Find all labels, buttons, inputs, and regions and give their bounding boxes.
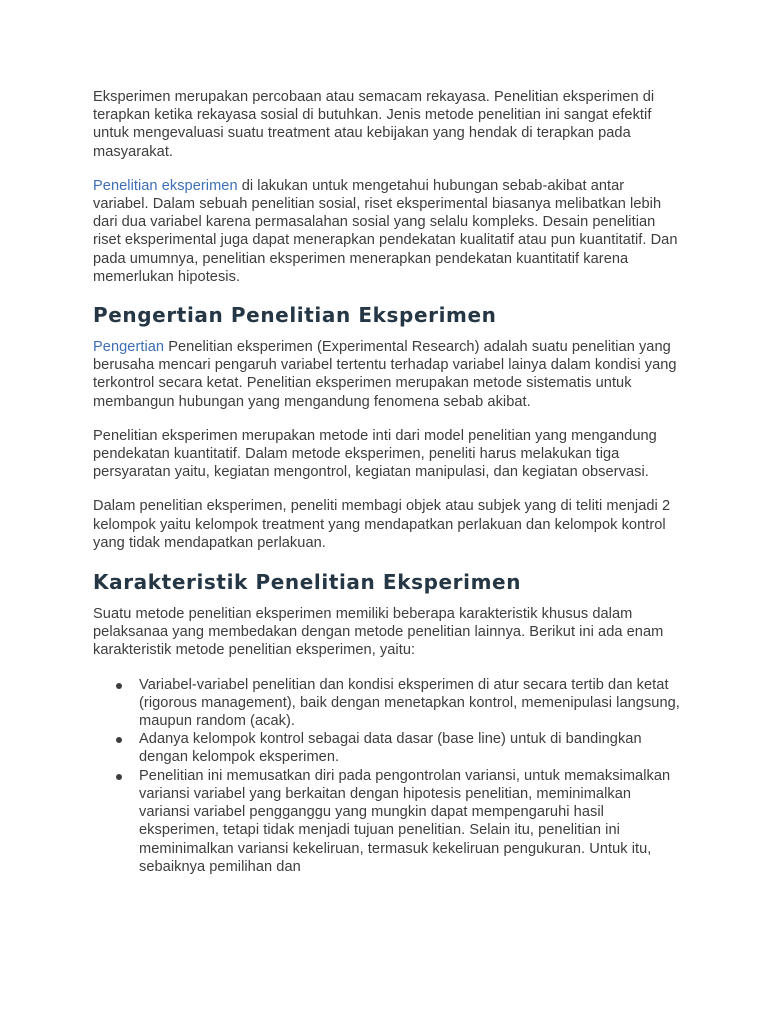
penelitian-eksperimen-link[interactable]: Penelitian eksperimen — [93, 177, 238, 194]
pengertian-paragraph-1-text: Penelitian eksperimen (Experimental Research) adalah suatu penelitian yang berusaha mencari pengaruh variabel tertentu terhadap variabel lainya dalam kondisi yang terkontrol secara ketat. Penelitian eksperimen merupakan metode sistematis untuk membangun hubungan yang mengandung fenomena sebab akibat. — [93, 339, 677, 410]
pengertian-paragraph-1 — [93, 338, 683, 411]
pengertian-link[interactable]: Pengertian — [93, 339, 165, 356]
section-heading-karakteristik: Karakteristik Penelitian Eksperimen — [93, 570, 522, 595]
section-heading-pengertian: Pengertian Penelitian Eksperimen — [93, 303, 497, 328]
document-page — [93, 88, 683, 876]
bullet-icon — [116, 737, 122, 743]
pengertian-paragraph-2: Penelitian eksperimen merupakan metode inti dari model penelitian yang mengandung pendekatan kuantitatif. Dalam metode eksperimen, peneliti harus melakukan tiga persyaratan yaitu, kegiatan mengontrol, kegiatan manipulasi, dan kegiatan observasi. — [93, 427, 657, 481]
karakteristik-list — [93, 676, 683, 876]
intro-paragraph-2 — [93, 177, 683, 286]
intro-paragraph-2-text: di lakukan untuk mengetahui hubungan sebab-akibat antar variabel. Dalam sebuah penelitian sosial, riset eksperimental biasanya melibatkan lebih dari dua variabel karena permasalahan sosial yang selalu kompleks. Desain penelitian riset eksperimental juga dapat menerapkan pendekatan kualitatif atau pun kuantitatif. Dan pada umumnya, penelitian eksperimen menerapkan pendekatan kuantitatif karena memerlukan hipotesis. — [93, 177, 678, 285]
list-item — [139, 767, 683, 876]
intro-paragraph-1: Eksperimen merupakan percobaan atau semacam rekayasa. Penelitian eksperimen di terapkan ketika rekayasa sosial di butuhkan. Jenis metode penelitian ini sangat efektif untuk mengevaluasi suatu treatment atau kebijakan yang hendak di terapkan pada masyarakat. — [93, 89, 655, 160]
pengertian-paragraph-3: Dalam penelitian eksperimen, peneliti membagi objek atau subjek yang di teliti menjadi 2 kelompok yaitu kelompok treatment yang mendapatkan perlakuan dan kelompok kontrol yang tidak mendapatkan perlakuan. — [93, 498, 671, 551]
bullet-icon — [116, 683, 122, 689]
list-item-text: Adanya kelompok kontrol sebagai data dasar (base line) untuk di bandingkan dengan kelompok eksperimen. — [139, 731, 642, 766]
list-item-text: Penelitian ini memusatkan diri pada pengontrolan variansi, untuk memaksimalkan variansi variabel yang berkaitan dengan hipotesis penelitian, meminimalkan variansi variabel pengganggu yang mungkin dapat mempengaruhi hasil eksperimen, tetapi tidak menjadi tujuan penelitian. Selain itu, penelitian ini meminimalkan variansi kekeliruan, termasuk kekeliruan pengukuran. Untuk itu, sebaiknya pemilihan dan — [139, 767, 671, 875]
list-item — [139, 676, 683, 731]
list-item-text: Variabel-variabel penelitian dan kondisi eksperimen di atur secara tertib dan ketat (rigorous management), baik dengan menetapkan kontrol, memenipulasi langsung, maupun random (acak). — [139, 676, 680, 730]
list-item — [139, 730, 683, 766]
karakteristik-paragraph-1: Suatu metode penelitian eksperimen memiliki beberapa karakteristik khusus dalam pelaksanaa yang membedakan dengan metode penelitian lainnya. Berikut ini ada enam karakteristik metode penelitian eksperimen, yaitu: — [93, 606, 664, 659]
bullet-icon — [116, 774, 122, 780]
